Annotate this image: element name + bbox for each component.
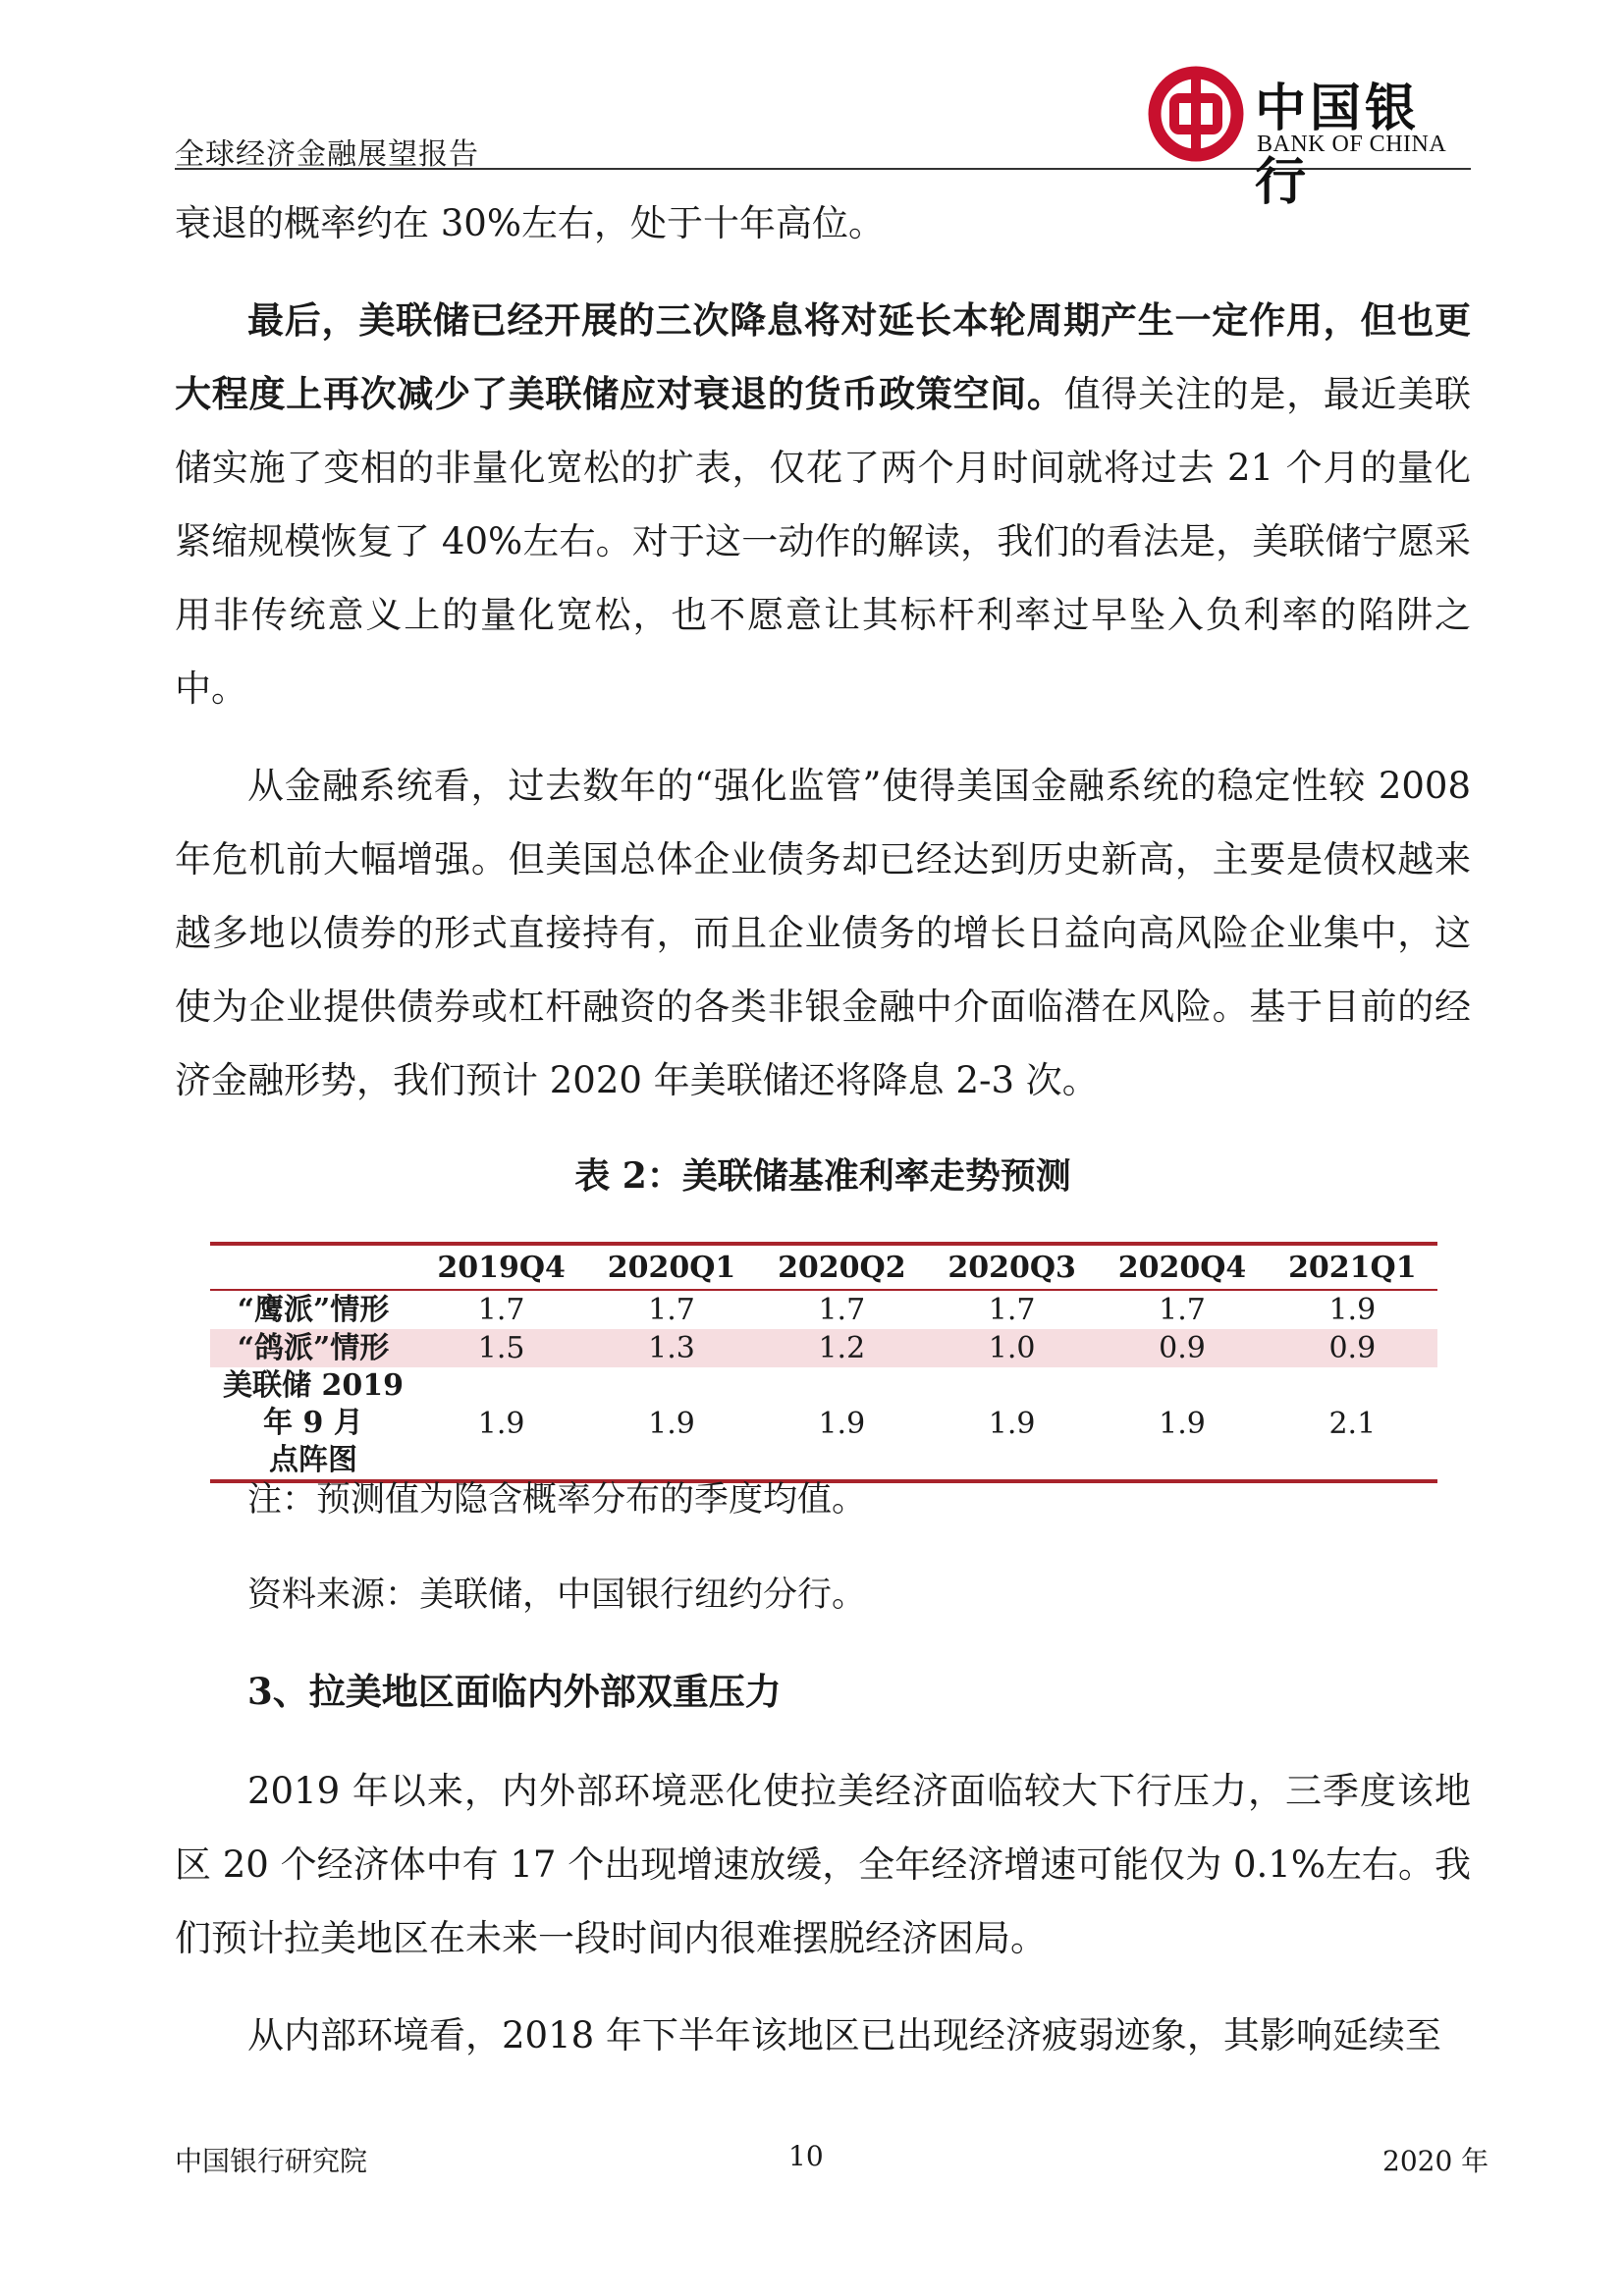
table-corner-cell [210,1244,416,1290]
paragraph-text: 从金融系统看，过去数年的“强化监管”使得美国金融系统的稳定性较 2008 年危机前大幅增强。但美国总体企业债务却已经达到历史新高，主要是债权越来越多地以债券的形式直接持有，而且企业债务的增长日益向高风险企业集中，这使为企业提供债券或杠杆融资的各类非银金融中介面临潜在风险。基于目前的经济金融形势，我们预计 2020 年美联储还将降息 2-3 次。 [175,765,1471,1101]
table-cell: 1.7 [988,1293,1036,1327]
paragraph-text: 值得关注的是，最近美联储实施了变相的非量化宽松的扩表，仅花了两个月时间就将过去 21 个月的量化紧缩规模恢复了 40%左右。对于这一动作的解读，我们的看法是，美联储宁愿采用非传统意义上的量化宽松，也不愿意让其标杆利率过早坠入负利率的陷阱之中。 [175,373,1472,710]
page-number: 10 [788,2140,824,2172]
report-title: 全球经济金融展望报告 [175,137,479,172]
column-header: 2021Q1 [1268,1244,1437,1290]
table-row [210,1290,1437,1329]
table-row [210,1367,1437,1481]
table-title: 表 2：美联储基准利率走势预测 [574,1155,1071,1197]
table-cell: 1.7 [648,1293,695,1327]
table-cell: 1.7 [818,1293,866,1327]
table-cell: 1.3 [586,1329,756,1367]
logo-english-name: BANK OF CHINA [1257,132,1447,157]
column-header: 2019Q4 [416,1244,586,1290]
table-cell: 0.9 [1268,1329,1437,1367]
table-cell: 1.5 [416,1329,586,1367]
table-cell: 1.2 [757,1329,927,1367]
row-label [210,1367,416,1481]
body-lower [175,1754,1471,2072]
table-cell: 1.0 [927,1329,1097,1367]
bank-logo [1147,65,1471,212]
table-header-row [210,1244,1437,1290]
table-cell: 1.9 [648,1406,695,1441]
table-cell: 1.9 [988,1406,1036,1441]
paragraph-bold-lead: 最后，美联储已经开展的三次降息将对延长本轮周期产生一定作用，但也更大程度上再次减少了美联储应对衰退的货币政策空间。 [175,298,1471,415]
body-upper [175,187,1471,1117]
footer-institution: 中国银行研究院 [175,2145,368,2177]
table-cell: 1.9 [1159,1406,1206,1441]
paragraph-continuation [175,187,1471,260]
column-header: 2020Q2 [757,1244,927,1290]
table-cell: 1.7 [1159,1293,1206,1327]
table-cell: 1.9 [1328,1293,1377,1327]
paragraph-text: 衰退的概率约在 30%左右，处于十年高位。 [175,202,885,244]
row-label-line: 点阵图 [269,1443,357,1477]
column-header: 2020Q1 [586,1244,756,1290]
column-header: 2020Q4 [1097,1244,1267,1290]
row-label: “鹰派”情形 [237,1292,390,1327]
table-source: 资料来源：美联储，中国银行纽约分行。 [247,1575,867,1615]
table-cell: 1.9 [818,1406,866,1441]
paragraph-text: 2019 年以来，内外部环境恶化使拉美经济面临较大下行压力，三季度该地区 20 个经济体中有 17 个出现增速放缓，全年经济增速可能仅为 0.1%左右。我们预计拉美地区在未来一段时间内很难摆脱经济困局。 [175,1770,1471,1959]
paragraph-internal-environment [175,1999,1471,2072]
column-header: 2020Q3 [927,1244,1097,1290]
row-label-line: 美联储 2019 年 9 月 [223,1368,404,1440]
bank-of-china-emblem-icon [1147,65,1245,163]
table-note: 注：预测值为隐含概率分布的季度均值。 [247,1480,867,1520]
table-cell: 2.1 [1328,1406,1377,1441]
table-cell: 1.9 [477,1406,525,1441]
row-label: “鸽派”情形 [210,1329,416,1367]
rate-forecast-table [210,1242,1437,1483]
table-cell: 0.9 [1097,1329,1267,1367]
paragraph-financial-system [175,749,1471,1117]
table-row [210,1329,1437,1367]
logo-chinese-name: 中国银行 [1255,79,1421,212]
table-cell: 1.7 [477,1293,525,1327]
footer-year: 2020 年 [1382,2145,1489,2177]
paragraph-policy-space [175,284,1471,725]
section-heading: 3、拉美地区面临内外部双重压力 [247,1670,782,1713]
paragraph-latam-pressure [175,1754,1471,1975]
paragraph-text: 从内部环境看，2018 年下半年该地区已出现经济疲弱迹象，其影响延续至 [247,2014,1441,2056]
